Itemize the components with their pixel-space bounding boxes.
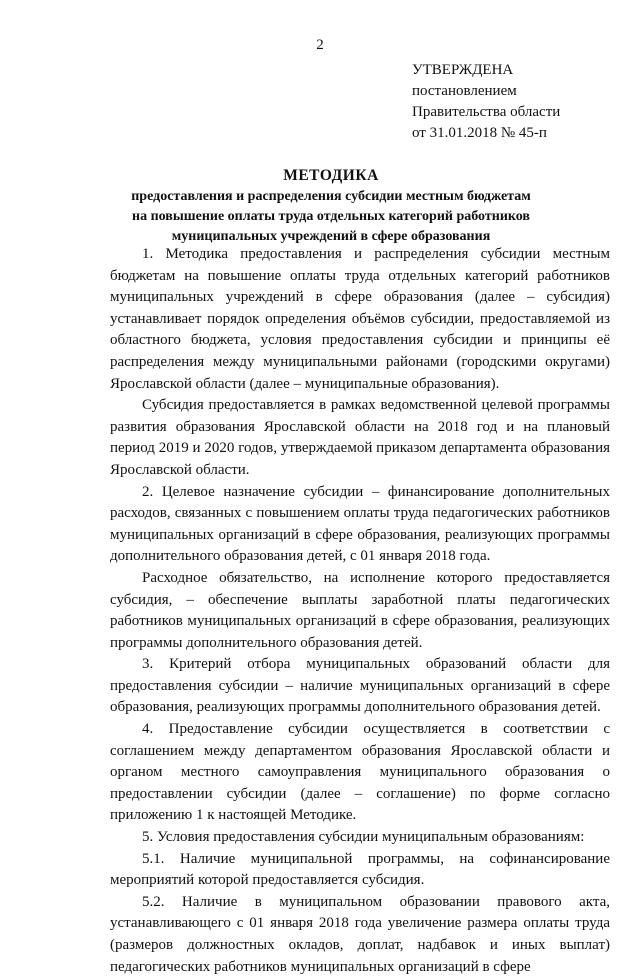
title-main: МЕТОДИКА [283, 167, 379, 184]
paragraph-1-continued: Субсидия предоставляется в рамках ведомственной целевой программы развития образования Ярославской области на 2018 год и на плановый период 2019 и 2020 годов, утверждаемой приказом департамента образования Ярославской области. [110, 397, 610, 478]
approval-line-approved: УТВЕРЖДЕНА [412, 62, 514, 78]
document-title [60, 165, 602, 247]
paragraph-3: 3. Критерий отбора муниципальных образований области для предоставления субсидии – наличие муниципальных организаций в сфере образования, реализующих программы дополнительного образования детей. [110, 656, 610, 716]
approval-line-decree: постановлением [412, 83, 517, 99]
title-subtitle-line-2: на повышение оплаты труда отдельных категорий работников [132, 209, 530, 224]
approval-line-date-number: от 31.01.2018 № 45-п [412, 125, 547, 141]
approval-line-government: Правительства области [412, 104, 561, 120]
paragraph-2-continued: Расходное обязательство, на исполнение которого предоставляется субсидия, – обеспечение выплаты заработной платы педагогических работников муниципальных организаций в сфере образования, реализующих программы дополнительного образования детей. [110, 569, 610, 651]
approval-stamp [412, 60, 632, 144]
paragraph-1: 1. Методика предоставления и распределения субсидии местным бюджетам на повышение оплаты труда отдельных категорий работников муниципальных учреждений в сфере образования (далее – субсидия) устанавливает порядок определения объёмов субсидии, предоставляемой из областного бюджета, условия предоставления субсидии и принципы её распределения между муниципальными районами (городскими округами) Ярославской области (далее – муниципальные образования). [110, 246, 610, 392]
paragraph-5-1: 5.1. Наличие муниципальной программы, на софинансирование мероприятий которой предоставляется субсидия. [110, 850, 610, 889]
paragraph-5: 5. Условия предоставления субсидии муниципальным образованиям: [142, 829, 585, 846]
page-number: 2 [316, 37, 324, 53]
paragraph-2: 2. Целевое назначение субсидии – финансирование дополнительных расходов, связанных с повышением оплаты труда педагогических работников муниципальных организаций в сфере образования, реализующих программы дополнительного образования детей, с 01 января 2018 года. [110, 483, 610, 565]
paragraph-5-2: 5.2. Наличие в муниципальном образовании правового акта, устанавливающего с 01 января 2018 года увеличение размера оплаты труда (размеров должностных окладов, доплат, надбавок и иных выплат) педагогических работников муниципальных организаций в сфере [110, 893, 610, 975]
paragraph-4: 4. Предоставление субсидии осуществляется в соответствии с соглашением между департаментом образования Ярославской области и органом местного самоуправления муниципального образования о предоставлении субсидии (далее – соглашение) по форме согласно приложению 1 к настоящей Методике. [110, 721, 610, 824]
title-subtitle-line-3: муниципальных учреждений в сфере образования [171, 229, 491, 244]
title-subtitle-line-1: предоставления и распределения субсидии местным бюджетам [131, 189, 531, 204]
document-body [110, 244, 610, 978]
